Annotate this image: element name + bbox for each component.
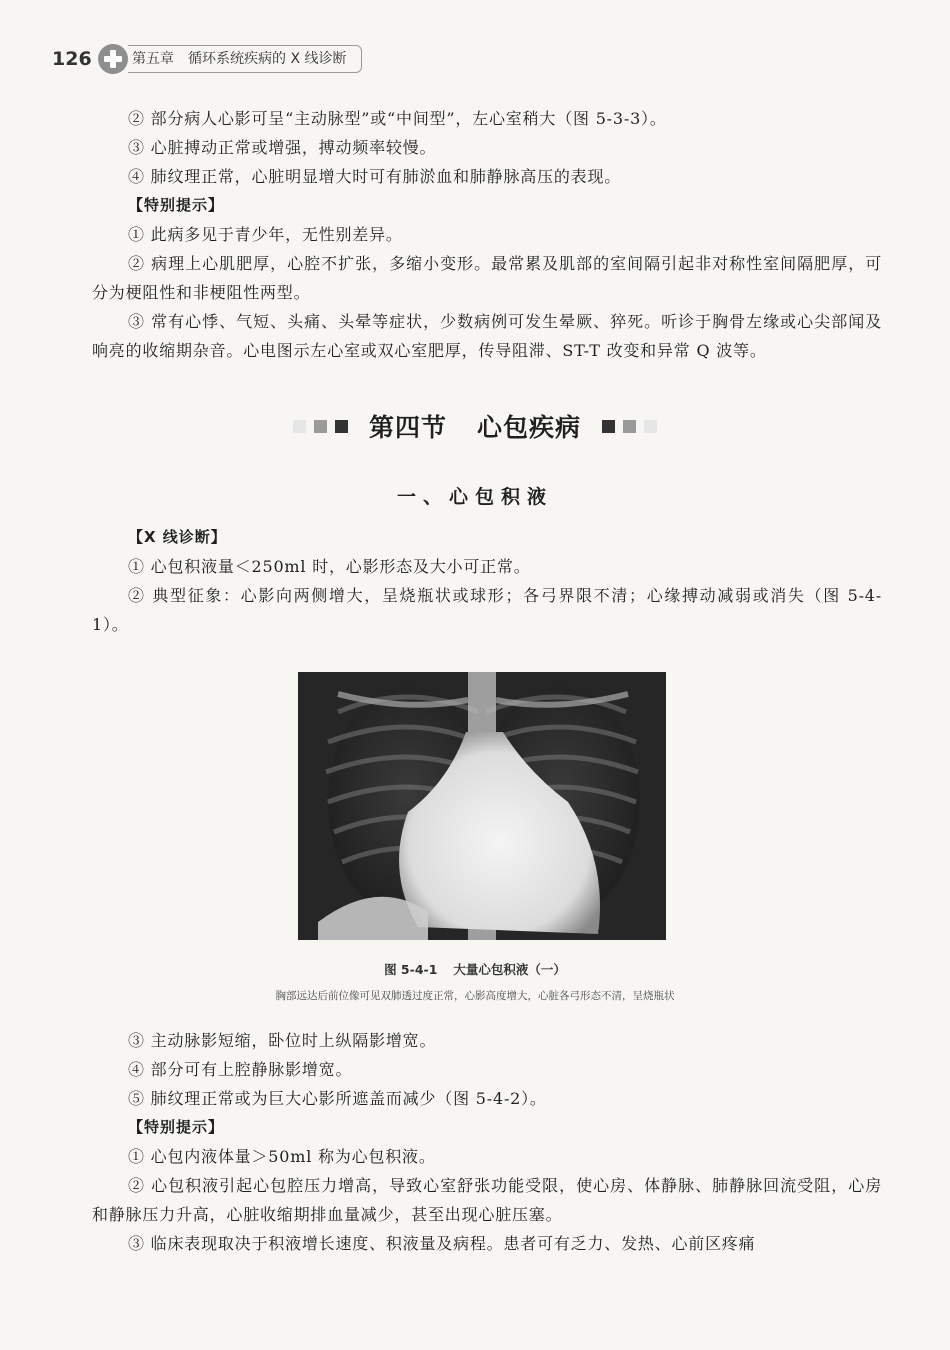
paragraph: ② 病理上心肌肥厚，心腔不扩张，多缩小变形。最常累及肌部的室间隔引起非对称性室间隔肥厚，可分为梗阻性和非梗阻性两型。 (92, 254, 882, 302)
paragraph: ① 此病多见于青少年，无性别差异。 (128, 225, 403, 244)
paragraph: ② 部分病人心影可呈“主动脉型”或“中间型”，左心室稍大（图 5-3-3）。 (128, 109, 667, 128)
subsection-title: 一、心包积液 (396, 486, 553, 508)
paragraph: ③ 心脏搏动正常或增强，搏动频率较慢。 (128, 138, 437, 157)
chapter-number: 第五章 (132, 51, 174, 67)
chest-xray-image (298, 672, 666, 940)
figure-caption (0, 960, 950, 978)
decor-square (602, 420, 615, 433)
chapter-title: 循环系统疾病的 X 线诊断 (188, 51, 347, 67)
paragraph: ⑤ 肺纹理正常或为巨大心影所遮盖而减少（图 5-4-2）。 (128, 1089, 547, 1108)
paragraph: ② 心包积液引起心包腔压力增高，导致心室舒张功能受限，使心房、体静脉、肺静脉回流受阻，心房和静脉压力升高，心脏收缩期排血量减少，甚至出现心脏压塞。 (92, 1176, 882, 1224)
page-number: 126 (52, 48, 92, 70)
paragraph: ① 心包内液体量＞50ml 称为心包积液。 (128, 1147, 436, 1166)
paragraph: ③ 常有心悸、气短、头痛、头晕等症状，少数病例可发生晕厥、猝死。听诊于胸骨左缘或心尖部闻及响亮的收缩期杂音。心电图示左心室或双心室肥厚，传导阻滞、ST-T 改变和异常 Q 波等。 (92, 312, 882, 360)
section-heading (369, 408, 581, 444)
chapter-tab (128, 45, 362, 73)
decor-square (293, 420, 306, 433)
figure-title: 大量心包积液（一） (453, 962, 566, 977)
section-name: 心包疾病 (477, 413, 582, 442)
paragraph: ① 心包积液量＜250ml 时，心影形态及大小可正常。 (128, 557, 531, 576)
paragraph: ④ 肺纹理正常，心脏明显增大时可有肺淤血和肺静脉高压的表现。 (128, 167, 622, 186)
tip-heading: 【特别提示】 (128, 1118, 225, 1136)
paragraph: ④ 部分可有上腔静脉影增宽。 (128, 1060, 353, 1079)
decor-square (335, 420, 348, 433)
tip-heading: 【特别提示】 (128, 196, 225, 214)
paragraph: ② 典型征象：心影向两侧增大，呈烧瓶状或球形；各弓界限不清；心缘搏动减弱或消失（图 5-4-1）。 (92, 586, 882, 634)
chest-xray-graphic (298, 672, 666, 940)
paragraph: ③ 主动脉影短缩，卧位时上纵隔影增宽。 (128, 1031, 437, 1050)
figure-note: 胸部远达后前位像可见双肺透过度正常，心影高度增大，心脏各弓形态不清，呈烧瓶状 (275, 990, 675, 1002)
section-title (0, 408, 950, 448)
text-block-2 (92, 523, 882, 639)
decor-square (644, 420, 657, 433)
decor-square (623, 420, 636, 433)
section-number: 第四节 (368, 413, 447, 442)
text-block-3 (92, 1026, 882, 1258)
decor-square (314, 420, 327, 433)
xray-diagnosis-heading: 【X 线诊断】 (128, 528, 227, 546)
text-block-1 (92, 104, 882, 365)
paragraph: ③ 临床表现取决于积液增长速度、积液量及病程。患者可有乏力、发热、心前区疼痛 (128, 1234, 756, 1253)
running-header (52, 42, 362, 76)
figure-label: 图 5-4-1 (384, 962, 438, 977)
medical-cross-icon (98, 44, 128, 74)
